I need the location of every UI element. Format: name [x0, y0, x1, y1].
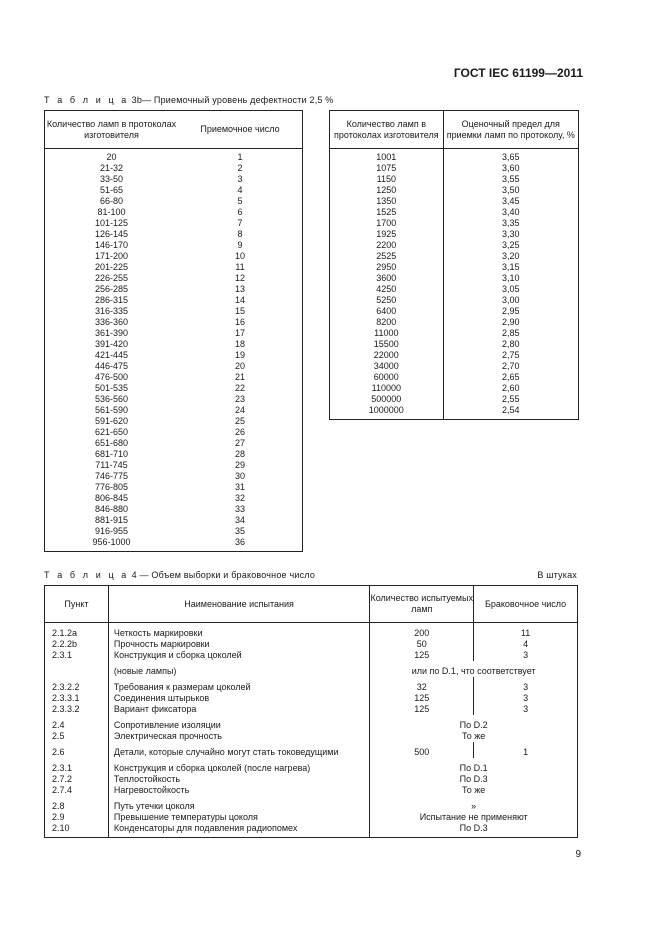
- estimate-limit-cell: 3,25: [443, 240, 578, 251]
- lamp-count-cell: 101-125: [94, 218, 128, 228]
- method-note-cell: По D.3: [370, 823, 578, 838]
- table-row: [330, 174, 579, 185]
- table-row: [330, 163, 579, 174]
- col-header-lamp-count: Количество ламп в протоколах изготовителя: [45, 111, 178, 149]
- lamp-count-cell: 1250: [376, 185, 397, 195]
- col-header-quantity: Количество испытуемых ламп: [370, 586, 474, 623]
- lamp-count-cell: 776-805: [94, 482, 128, 492]
- table-row: [45, 537, 303, 552]
- table-row: [330, 218, 579, 229]
- estimate-limit-cell: 2,65: [443, 372, 578, 383]
- table-row: [45, 372, 303, 383]
- item-cell: 2.1.2a: [52, 628, 78, 638]
- estimate-limit-cell: 3,35: [443, 218, 578, 229]
- table-row: [45, 405, 303, 416]
- test-name-cell: Превышение температуры цоколя: [108, 812, 369, 823]
- lamp-count-cell: 126-145: [94, 229, 128, 239]
- item-cell: 2.5: [52, 731, 65, 741]
- table-row: [45, 240, 303, 251]
- estimate-limit-cell: 3,50: [443, 185, 578, 196]
- estimate-limit-cell: 2,70: [443, 361, 578, 372]
- acceptance-number-cell: 24: [234, 405, 245, 415]
- test-name-cell: Электрическая прочность: [108, 731, 369, 742]
- table-row: [45, 812, 578, 823]
- acceptance-number-cell: 16: [234, 317, 245, 327]
- table-row: [45, 218, 303, 229]
- acceptance-number-cell: 9: [237, 240, 243, 250]
- page-number: 9: [575, 849, 581, 860]
- lamp-count-cell: 1525: [376, 207, 397, 217]
- table-row: [45, 742, 578, 758]
- table-row: [45, 174, 303, 185]
- table-row: [45, 482, 303, 493]
- table-row: [45, 715, 578, 731]
- table-row: [45, 823, 578, 838]
- estimate-limit-cell: 3,45: [443, 196, 578, 207]
- lamp-count-cell: 20: [106, 152, 117, 162]
- acceptance-number-cell: 7: [237, 218, 243, 228]
- lamp-count-cell: 256-285: [94, 284, 128, 294]
- item-cell: 2.7.2: [52, 774, 73, 784]
- table-row: [45, 273, 303, 284]
- table-row: [45, 449, 303, 460]
- table-row: [45, 785, 578, 796]
- table-row: [45, 284, 303, 295]
- table3b-left: [44, 110, 303, 552]
- lamp-count-cell: 391-420: [94, 339, 128, 349]
- col-header-acceptance-number: Приемочное число: [178, 111, 303, 149]
- table-row: [45, 361, 303, 372]
- table4-caption-text: 4 — Объем выборки и браковочное число: [131, 570, 316, 580]
- quantity-cell: 125: [370, 704, 474, 715]
- acceptance-number-cell: 10: [234, 251, 245, 261]
- lamp-count-cell: 476-500: [94, 372, 128, 382]
- table-row: [45, 661, 578, 677]
- reject-number-cell: 4: [474, 639, 578, 650]
- estimate-limit-cell: 2,90: [443, 317, 578, 328]
- lamp-count-cell: 6400: [376, 306, 397, 316]
- acceptance-number-cell: 4: [237, 185, 243, 195]
- acceptance-number-cell: 1: [237, 152, 243, 162]
- method-note-cell: или по D.1, что соответствует: [370, 661, 578, 677]
- table-row: [45, 677, 578, 693]
- quantity-cell: 500: [370, 742, 474, 758]
- table3b-right: [329, 110, 579, 420]
- acceptance-number-cell: 15: [234, 306, 245, 316]
- lamp-count-cell: 316-335: [94, 306, 128, 316]
- reject-number-cell: 1: [474, 742, 578, 758]
- acceptance-number-cell: 5: [237, 196, 243, 206]
- table-row: [45, 693, 578, 704]
- method-note-cell: »: [370, 796, 578, 812]
- table-row: [45, 149, 303, 164]
- col-header-estimate-limit: Оценочный предел для приемки ламп по протоколу, %: [443, 111, 578, 149]
- lamp-count-cell: 621-650: [94, 427, 128, 437]
- table4-caption-label: Т а б л и ц а: [44, 570, 129, 580]
- lamp-count-cell: 286-315: [94, 295, 128, 305]
- test-name-cell: Четкость маркировки: [108, 623, 369, 640]
- test-name-cell: Теплостойкость: [108, 774, 369, 785]
- test-name-cell: Нагревостойкость: [108, 785, 369, 796]
- table-row: [330, 339, 579, 350]
- quantity-cell: 200: [370, 623, 474, 640]
- acceptance-number-cell: 32: [234, 493, 245, 503]
- lamp-count-cell: 8200: [376, 317, 397, 327]
- table-row: [45, 196, 303, 207]
- acceptance-number-cell: 14: [234, 295, 245, 305]
- acceptance-number-cell: 13: [234, 284, 245, 294]
- item-cell: 2.3.3.2: [52, 704, 80, 714]
- acceptance-number-cell: 17: [234, 328, 245, 338]
- table-row: [330, 394, 579, 405]
- estimate-limit-cell: 2,60: [443, 383, 578, 394]
- lamp-count-cell: 651-680: [94, 438, 128, 448]
- lamp-count-cell: 21-32: [99, 163, 123, 173]
- acceptance-number-cell: 25: [234, 416, 245, 426]
- table-row: [330, 262, 579, 273]
- table-row: [330, 317, 579, 328]
- lamp-count-cell: 4250: [376, 284, 397, 294]
- item-cell: 2.6: [52, 747, 65, 757]
- table-row: [45, 185, 303, 196]
- reject-number-cell: 3: [474, 693, 578, 704]
- acceptance-number-cell: 29: [234, 460, 245, 470]
- test-name-cell: Прочность маркировки: [108, 639, 369, 650]
- lamp-count-cell: 1150: [376, 174, 396, 184]
- lamp-count-cell: 2525: [376, 251, 397, 261]
- acceptance-number-cell: 30: [234, 471, 245, 481]
- item-cell: [45, 661, 109, 677]
- acceptance-number-cell: 21: [234, 372, 245, 382]
- table-row: [330, 185, 579, 196]
- test-name-cell: Требования к размерам цоколей: [108, 677, 369, 693]
- lamp-count-cell: 146-170: [94, 240, 128, 250]
- estimate-limit-cell: 3,05: [443, 284, 578, 295]
- lamp-count-cell: 66-80: [99, 196, 123, 206]
- item-cell: 2.9: [52, 812, 65, 822]
- table-row: [45, 251, 303, 262]
- method-note-cell: Испытание не применяют: [370, 812, 578, 823]
- table-row: [45, 317, 303, 328]
- table-row: [330, 240, 579, 251]
- col-header-test-name: Наименование испытания: [108, 586, 369, 623]
- col-header-lamp-count: Количество ламп в протоколах изготовителя: [330, 111, 444, 149]
- table-row: [330, 196, 579, 207]
- table-row: [45, 704, 578, 715]
- estimate-limit-cell: 2,95: [443, 306, 578, 317]
- col-header-item: Пункт: [45, 586, 109, 623]
- table-row: [45, 758, 578, 774]
- item-cell: 2.3.2.2: [52, 682, 80, 692]
- table-row: [330, 405, 579, 420]
- table-row: [45, 515, 303, 526]
- test-name-cell: Путь утечки цоколя: [108, 796, 369, 812]
- table-row: [45, 427, 303, 438]
- acceptance-number-cell: 22: [234, 383, 245, 393]
- acceptance-number-cell: 6: [237, 207, 243, 217]
- lamp-count-cell: 336-360: [94, 317, 128, 327]
- lamp-count-cell: 501-535: [94, 383, 128, 393]
- lamp-count-cell: 361-390: [94, 328, 128, 338]
- estimate-limit-cell: 3,20: [443, 251, 578, 262]
- quantity-cell: 32: [370, 677, 474, 693]
- table3b-caption-label: Т а б л и ц а: [44, 95, 129, 105]
- quantity-cell: 50: [370, 639, 474, 650]
- table-row: [45, 229, 303, 240]
- lamp-count-cell: 1075: [376, 163, 397, 173]
- estimate-limit-cell: 3,40: [443, 207, 578, 218]
- table-row: [45, 416, 303, 427]
- table-row: [330, 350, 579, 361]
- acceptance-number-cell: 18: [234, 339, 245, 349]
- table-row: [45, 471, 303, 482]
- table-row: [45, 306, 303, 317]
- lamp-count-cell: 2950: [376, 262, 397, 272]
- reject-number-cell: 3: [474, 650, 578, 661]
- lamp-count-cell: 60000: [373, 372, 399, 382]
- lamp-count-cell: 806-845: [94, 493, 128, 503]
- table3b-caption-text: 3b— Приемочный уровень дефектности 2,5 %: [131, 95, 334, 105]
- lamp-count-cell: 500000: [371, 394, 402, 404]
- table4-units: В штуках: [537, 570, 577, 580]
- table-row: [45, 493, 303, 504]
- item-cell: 2.4: [52, 720, 65, 730]
- lamp-count-cell: 421-445: [94, 350, 128, 360]
- table3b-caption: [44, 95, 334, 105]
- table-row: [330, 295, 579, 306]
- lamp-count-cell: 1700: [376, 218, 397, 228]
- estimate-limit-cell: 2,75: [443, 350, 578, 361]
- lamp-count-cell: 956-1000: [92, 537, 131, 547]
- estimate-limit-cell: 3,65: [443, 149, 578, 164]
- lamp-count-cell: 1000000: [368, 405, 404, 415]
- item-cell: 2.3.1: [52, 763, 73, 773]
- estimate-limit-cell: 3,30: [443, 229, 578, 240]
- method-note-cell: По D.1: [370, 758, 578, 774]
- table-row: [330, 251, 579, 262]
- lamp-count-cell: 561-590: [94, 405, 128, 415]
- lamp-count-cell: 33-50: [99, 174, 123, 184]
- acceptance-number-cell: 34: [234, 515, 245, 525]
- lamp-count-cell: 110000: [371, 383, 401, 393]
- table-row: [45, 394, 303, 405]
- table-row: [330, 284, 579, 295]
- lamp-count-cell: 681-710: [94, 449, 128, 459]
- lamp-count-cell: 201-225: [94, 262, 128, 272]
- table-row: [45, 623, 578, 640]
- acceptance-number-cell: 20: [234, 361, 245, 371]
- lamp-count-cell: 226-255: [94, 273, 128, 283]
- standard-designation: ГОСТ IEC 61199—2011: [453, 66, 583, 80]
- table-row: [330, 306, 579, 317]
- table-row: [45, 295, 303, 306]
- method-note-cell: То же: [370, 731, 578, 742]
- test-name-cell: Конструкция и сборка цоколей (после нагрева): [108, 758, 369, 774]
- lamp-count-cell: 1001: [376, 152, 397, 162]
- table-row: [45, 163, 303, 174]
- acceptance-number-cell: 26: [234, 427, 245, 437]
- lamp-count-cell: 15500: [373, 339, 399, 349]
- table-row: [45, 650, 578, 661]
- table-row: [45, 262, 303, 273]
- lamp-count-cell: 711-745: [95, 460, 128, 470]
- table-row: [45, 383, 303, 394]
- test-name-cell: Вариант фиксатора: [108, 704, 369, 715]
- quantity-cell: 125: [370, 693, 474, 704]
- estimate-limit-cell: 3,60: [443, 163, 578, 174]
- lamp-count-cell: 846-880: [94, 504, 128, 514]
- table-row: [45, 504, 303, 515]
- item-cell: 2.7.4: [52, 785, 73, 795]
- method-note-cell: По D.2: [370, 715, 578, 731]
- item-cell: 2.10: [52, 823, 70, 833]
- lamp-count-cell: 34000: [373, 361, 399, 371]
- acceptance-number-cell: 2: [237, 163, 243, 173]
- acceptance-number-cell: 28: [234, 449, 245, 459]
- lamp-count-cell: 1350: [376, 196, 397, 206]
- acceptance-number-cell: 8: [237, 229, 243, 239]
- acceptance-number-cell: 23: [234, 394, 245, 404]
- test-name-cell: Соединения штырьков: [108, 693, 369, 704]
- table-row: [45, 639, 578, 650]
- lamp-count-cell: 5250: [376, 295, 397, 305]
- table-row: [45, 207, 303, 218]
- item-cell: 2.2.2b: [52, 639, 78, 649]
- estimate-limit-cell: 2,55: [443, 394, 578, 405]
- test-name-cell: Конденсаторы для подавления радиопомех: [108, 823, 369, 838]
- table-row: [330, 328, 579, 339]
- table-row: [330, 383, 579, 394]
- table-row: [45, 328, 303, 339]
- table-row: [45, 526, 303, 537]
- estimate-limit-cell: 3,10: [443, 273, 578, 284]
- lamp-count-cell: 81-100: [97, 207, 126, 217]
- acceptance-number-cell: 12: [234, 273, 245, 283]
- test-name-cell: Детали, которые случайно могут стать токоведущими: [108, 742, 369, 758]
- test-name-cell: Конструкция и сборка цоколей: [108, 650, 369, 661]
- table-row: [45, 460, 303, 471]
- estimate-limit-cell: 2,85: [443, 328, 578, 339]
- table-row: [330, 149, 579, 164]
- table-row: [330, 229, 579, 240]
- item-cell: 2.3.3.1: [52, 693, 80, 703]
- estimate-limit-cell: 3,00: [443, 295, 578, 306]
- table4: [44, 585, 578, 838]
- acceptance-number-cell: 31: [234, 482, 245, 492]
- table-row: [45, 339, 303, 350]
- acceptance-number-cell: 33: [234, 504, 245, 514]
- table-row: [330, 372, 579, 383]
- lamp-count-cell: 11000: [374, 328, 399, 338]
- estimate-limit-cell: 2,80: [443, 339, 578, 350]
- table-row: [45, 731, 578, 742]
- acceptance-number-cell: 11: [235, 262, 245, 272]
- lamp-count-cell: 1925: [376, 229, 397, 239]
- lamp-count-cell: 22000: [373, 350, 399, 360]
- lamp-count-cell: 171-200: [94, 251, 128, 261]
- acceptance-number-cell: 36: [234, 537, 245, 547]
- col-header-reject-number: Браковочное число: [474, 586, 578, 623]
- table-row: [330, 207, 579, 218]
- reject-number-cell: 3: [474, 704, 578, 715]
- test-name-cell: (новые лампы): [108, 661, 369, 677]
- lamp-count-cell: 51-65: [99, 185, 123, 195]
- lamp-count-cell: 916-955: [94, 526, 128, 536]
- item-cell: 2.3.1: [52, 650, 73, 660]
- method-note-cell: По D.3: [370, 774, 578, 785]
- table-row: [330, 361, 579, 372]
- acceptance-number-cell: 19: [234, 350, 245, 360]
- method-note-cell: То же: [370, 785, 578, 796]
- lamp-count-cell: 2200: [376, 240, 397, 250]
- table4-caption: [44, 570, 315, 580]
- table-row: [330, 273, 579, 284]
- acceptance-number-cell: 3: [237, 174, 243, 184]
- test-name-cell: Сопротивление изоляции: [108, 715, 369, 731]
- lamp-count-cell: 536-560: [94, 394, 128, 404]
- table-row: [45, 774, 578, 785]
- table-row: [45, 796, 578, 812]
- lamp-count-cell: 591-620: [94, 416, 128, 426]
- table-row: [45, 438, 303, 449]
- estimate-limit-cell: 2,54: [443, 405, 578, 420]
- acceptance-number-cell: 27: [234, 438, 245, 448]
- lamp-count-cell: 446-475: [94, 361, 128, 371]
- quantity-cell: 125: [370, 650, 474, 661]
- lamp-count-cell: 746-775: [94, 471, 128, 481]
- estimate-limit-cell: 3,15: [443, 262, 578, 273]
- lamp-count-cell: 881-915: [94, 515, 128, 525]
- reject-number-cell: 11: [474, 623, 578, 640]
- lamp-count-cell: 3600: [376, 273, 397, 283]
- reject-number-cell: 3: [474, 677, 578, 693]
- item-cell: 2.8: [52, 801, 65, 811]
- table-row: [45, 350, 303, 361]
- acceptance-number-cell: 35: [234, 526, 245, 536]
- estimate-limit-cell: 3,55: [443, 174, 578, 185]
